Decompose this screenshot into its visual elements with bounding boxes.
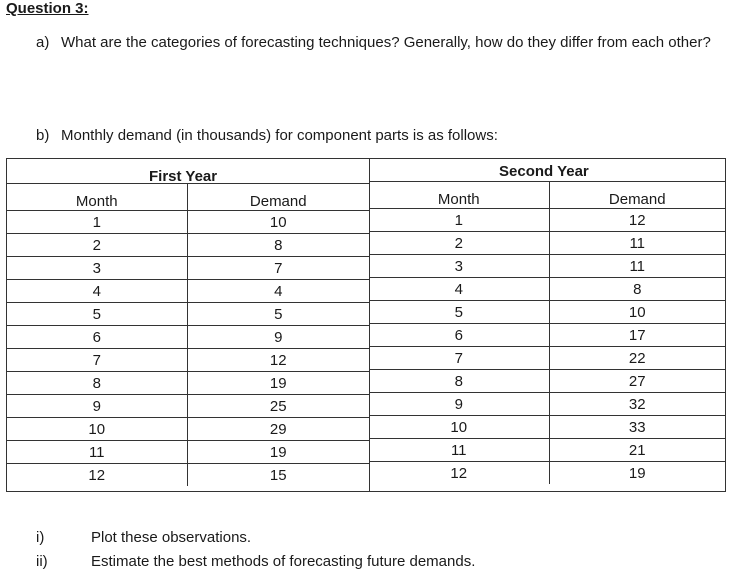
second-year-month-cell: 11 bbox=[369, 439, 549, 462]
first-year-label: First Year bbox=[149, 168, 218, 185]
first-year-month-cell: 1 bbox=[7, 211, 187, 234]
first-year-row bbox=[7, 211, 369, 234]
question-heading: Question 3: bbox=[6, 0, 89, 17]
second-year-month-cell: 7 bbox=[369, 347, 549, 370]
second-year-row bbox=[369, 416, 725, 439]
second-year-demand-cell: 21 bbox=[549, 439, 725, 462]
part-b-text: Monthly demand (in thousands) for component parts is as follows: bbox=[61, 127, 498, 144]
part-a-text: What are the categories of forecasting techniques? Generally, how do they differ from each other? bbox=[61, 34, 711, 51]
first-year-month-cell: 12 bbox=[7, 464, 187, 487]
second-year-month-cell: 6 bbox=[369, 324, 549, 347]
second-year-month-cell: 1 bbox=[369, 209, 549, 232]
second-year-row bbox=[369, 301, 725, 324]
task-text: Estimate the best methods of forecasting future demands. bbox=[91, 553, 476, 570]
first-year-demand-cell: 15 bbox=[187, 464, 369, 487]
first-year-month-cell: 10 bbox=[7, 418, 187, 441]
first-year-demand-cell: 29 bbox=[187, 418, 369, 441]
second-year-row bbox=[369, 439, 725, 462]
first-year-month-cell: 7 bbox=[7, 349, 187, 372]
second-year-demand-header: Demand bbox=[549, 182, 725, 209]
part-a-label: a) bbox=[36, 34, 50, 51]
second-year-row bbox=[369, 232, 725, 255]
first-year-month-cell: 2 bbox=[7, 234, 187, 257]
second-year-demand-cell: 22 bbox=[549, 347, 725, 370]
first-year-month-cell: 3 bbox=[7, 257, 187, 280]
task-text: Plot these observations. bbox=[91, 529, 252, 546]
first-year-row bbox=[7, 303, 369, 326]
second-year-demand-cell: 27 bbox=[549, 370, 725, 393]
first-year-demand-header: Demand bbox=[187, 184, 369, 211]
second-year-row bbox=[369, 255, 725, 278]
demand-table bbox=[6, 158, 726, 492]
first-year-month-cell: 6 bbox=[7, 326, 187, 349]
second-year-demand-cell: 11 bbox=[549, 255, 725, 278]
second-year-demand-cell: 17 bbox=[549, 324, 725, 347]
second-year-month-cell: 3 bbox=[369, 255, 549, 278]
second-year-row bbox=[369, 370, 725, 393]
second-year-demand-cell: 10 bbox=[549, 301, 725, 324]
first-year-demand-cell: 10 bbox=[187, 211, 369, 234]
first-year-demand-cell: 7 bbox=[187, 257, 369, 280]
second-year-month-cell: 4 bbox=[369, 278, 549, 301]
first-year-month-cell: 5 bbox=[7, 303, 187, 326]
second-year-month-cell: 2 bbox=[369, 232, 549, 255]
first-year-row bbox=[7, 257, 369, 280]
first-year-demand-cell: 8 bbox=[187, 234, 369, 257]
first-year-row bbox=[7, 441, 369, 464]
second-year-month-cell: 8 bbox=[369, 370, 549, 393]
second-year-demand-cell: 11 bbox=[549, 232, 725, 255]
second-year-row bbox=[369, 324, 725, 347]
second-year-table bbox=[369, 181, 725, 484]
first-year-demand-cell: 4 bbox=[187, 280, 369, 303]
second-year-demand-cell: 8 bbox=[549, 278, 725, 301]
second-year-month-cell: 12 bbox=[369, 462, 549, 485]
second-year-row bbox=[369, 209, 725, 232]
second-year-label: Second Year bbox=[499, 163, 589, 180]
first-year-month-cell: 9 bbox=[7, 395, 187, 418]
first-year-row bbox=[7, 234, 369, 257]
first-year-row bbox=[7, 418, 369, 441]
second-year-month-cell: 10 bbox=[369, 416, 549, 439]
second-year-month-cell: 5 bbox=[369, 301, 549, 324]
first-year-row bbox=[7, 349, 369, 372]
first-year-row bbox=[7, 280, 369, 303]
first-year-demand-cell: 12 bbox=[187, 349, 369, 372]
second-year-row bbox=[369, 347, 725, 370]
second-year-month-header: Month bbox=[369, 182, 549, 209]
second-year-demand-cell: 19 bbox=[549, 462, 725, 485]
first-year-row bbox=[7, 464, 369, 487]
first-year-demand-cell: 5 bbox=[187, 303, 369, 326]
part-b bbox=[36, 127, 498, 144]
second-year-demand-cell: 12 bbox=[549, 209, 725, 232]
first-year-row bbox=[7, 395, 369, 418]
second-year-demand-cell: 33 bbox=[549, 416, 725, 439]
first-year-month-cell: 11 bbox=[7, 441, 187, 464]
task-label: ii) bbox=[36, 553, 48, 570]
first-year-demand-cell: 19 bbox=[187, 372, 369, 395]
second-year-row bbox=[369, 393, 725, 416]
first-year-row bbox=[7, 372, 369, 395]
second-year-demand-cell: 32 bbox=[549, 393, 725, 416]
first-year-demand-cell: 19 bbox=[187, 441, 369, 464]
second-year-month-cell: 9 bbox=[369, 393, 549, 416]
first-year-demand-cell: 9 bbox=[187, 326, 369, 349]
task-label: i) bbox=[36, 529, 45, 546]
second-year-row bbox=[369, 462, 725, 485]
first-year-row bbox=[7, 326, 369, 349]
first-year-demand-cell: 25 bbox=[187, 395, 369, 418]
first-year-month-cell: 4 bbox=[7, 280, 187, 303]
first-year-month-cell: 8 bbox=[7, 372, 187, 395]
second-year-row bbox=[369, 278, 725, 301]
first-year-month-header: Month bbox=[7, 184, 187, 211]
part-b-label: b) bbox=[36, 127, 50, 144]
first-year-table bbox=[7, 183, 369, 486]
